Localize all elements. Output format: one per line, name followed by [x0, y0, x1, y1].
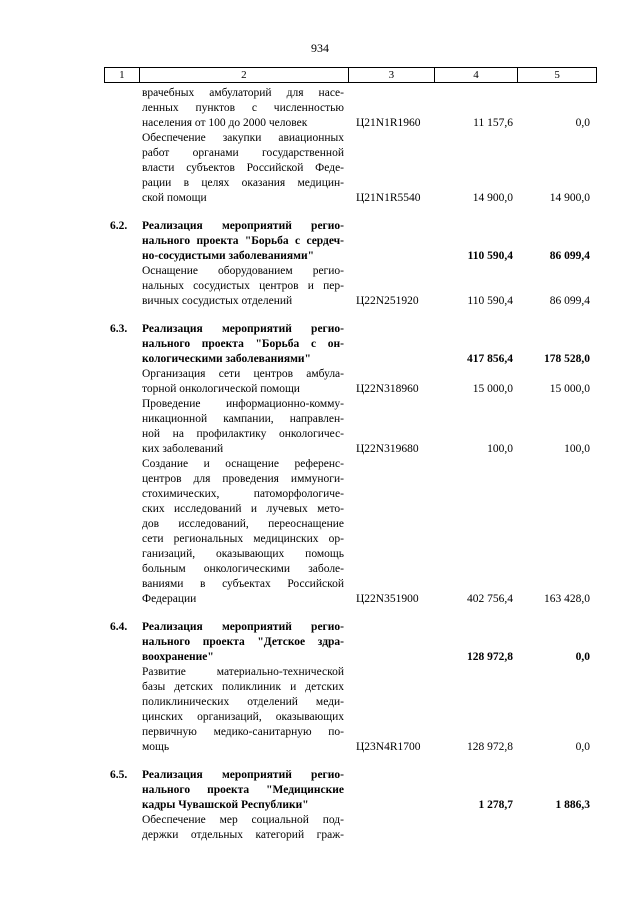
section-total-col5: 86 099,4	[549, 250, 590, 262]
row-code: Ц21N1R5540	[356, 192, 421, 204]
section-number: 6.3.	[110, 323, 128, 335]
row-description: Организация сети центров амбула- торной онкологической помощи	[142, 368, 344, 395]
section-total-col4: 1 278,7	[478, 799, 513, 811]
section-title: Реализация мероприятий регио- нального проекта "Детское здра- воохранение"	[142, 621, 344, 663]
section-title: Реализация мероприятий регио- нального проекта "Борьба с сердеч- но-сосудистыми заболеваниями"	[142, 220, 344, 262]
row-code: Ц22N318960	[356, 383, 419, 395]
row-value-col5: 0,0	[575, 117, 590, 129]
row-value-col5: 163 428,0	[544, 593, 590, 605]
section-total-col4: 128 972,8	[467, 651, 513, 663]
row-value-col4: 14 900,0	[472, 192, 513, 204]
header-col-2: 2	[139, 68, 348, 82]
row-code: Ц22N319680	[356, 443, 419, 455]
row-description: Проведение информационно-комму- никационной кампании, направлен- ной на профилактику онкологичес- ких заболеваний	[142, 398, 344, 455]
row-code: Ц22N251920	[356, 295, 419, 307]
row-code: Ц22N351900	[356, 593, 419, 605]
header-col-1: 1	[119, 69, 125, 81]
row-description: Создание и оснащение референс- центров для проведения иммуноги- стохимических, патоморфологиче- ских исследований и лучевых мето- дов исследований, переоснащение сети региональных медицинских ор- ганизаций, оказывающих помощь больным онкологическими заболе- ваниями в субъектах Российской Федерации	[142, 458, 344, 605]
row-value-col4: 11 157,6	[473, 117, 513, 129]
section-total-col5: 0,0	[575, 651, 590, 663]
section-total-col4: 417 856,4	[467, 353, 513, 365]
row-value-col4: 15 000,0	[472, 383, 513, 395]
section-number: 6.5.	[110, 769, 128, 781]
section-total-col4: 110 590,4	[467, 250, 513, 262]
row-value-col4: 128 972,8	[467, 741, 513, 753]
header-col-3: 3	[348, 68, 434, 82]
row-value-col5: 100,0	[564, 443, 590, 455]
row-description: Развитие материально-технической базы детских поликлиник и детских поликлинических отделений меди- цинских организаций, оказывающих первичную медико-санитарную по- мощь	[142, 666, 344, 753]
header-col-5: 5	[517, 68, 596, 82]
row-description: врачебных амбулаторий для насе- ленных пунктов с численностью населения от 100 до 2000 человек	[142, 87, 344, 129]
row-value-col4: 110 590,4	[467, 295, 513, 307]
row-value-col5: 86 099,4	[549, 295, 590, 307]
row-code: Ц21N1R1960	[356, 117, 421, 129]
section-title: Реализация мероприятий регио- нального проекта "Медицинские кадры Чувашской Республики"	[142, 769, 344, 811]
row-description: Обеспечение закупки авиационных работ органами государственной власти субъектов Российской Феде- рации в целях оказания медицин- ской помощи	[142, 132, 344, 204]
section-title: Реализация мероприятий регио- нального проекта "Борьба с он- кологическими заболеваниями"	[142, 323, 344, 365]
section-number: 6.2.	[110, 220, 128, 232]
row-value-col5: 14 900,0	[549, 192, 590, 204]
section-total-col5: 1 886,3	[555, 799, 590, 811]
row-value-col4: 402 756,4	[467, 593, 513, 605]
row-description: Оснащение оборудованием регио- нальных сосудистых центров и пер- вичных сосудистых отделений	[142, 265, 344, 307]
header-col-4: 4	[434, 68, 518, 82]
row-description: Обеспечение мер социальной под- держки отдельных категорий граж-	[142, 814, 344, 841]
table-header	[104, 67, 597, 83]
row-value-col4: 100,0	[487, 443, 513, 455]
row-value-col5: 0,0	[575, 741, 590, 753]
page-number: 934	[311, 41, 329, 55]
section-total-col5: 178 528,0	[544, 353, 590, 365]
row-value-col5: 15 000,0	[549, 383, 590, 395]
row-code: Ц23N4R1700	[356, 741, 421, 753]
section-number: 6.4.	[110, 621, 128, 633]
